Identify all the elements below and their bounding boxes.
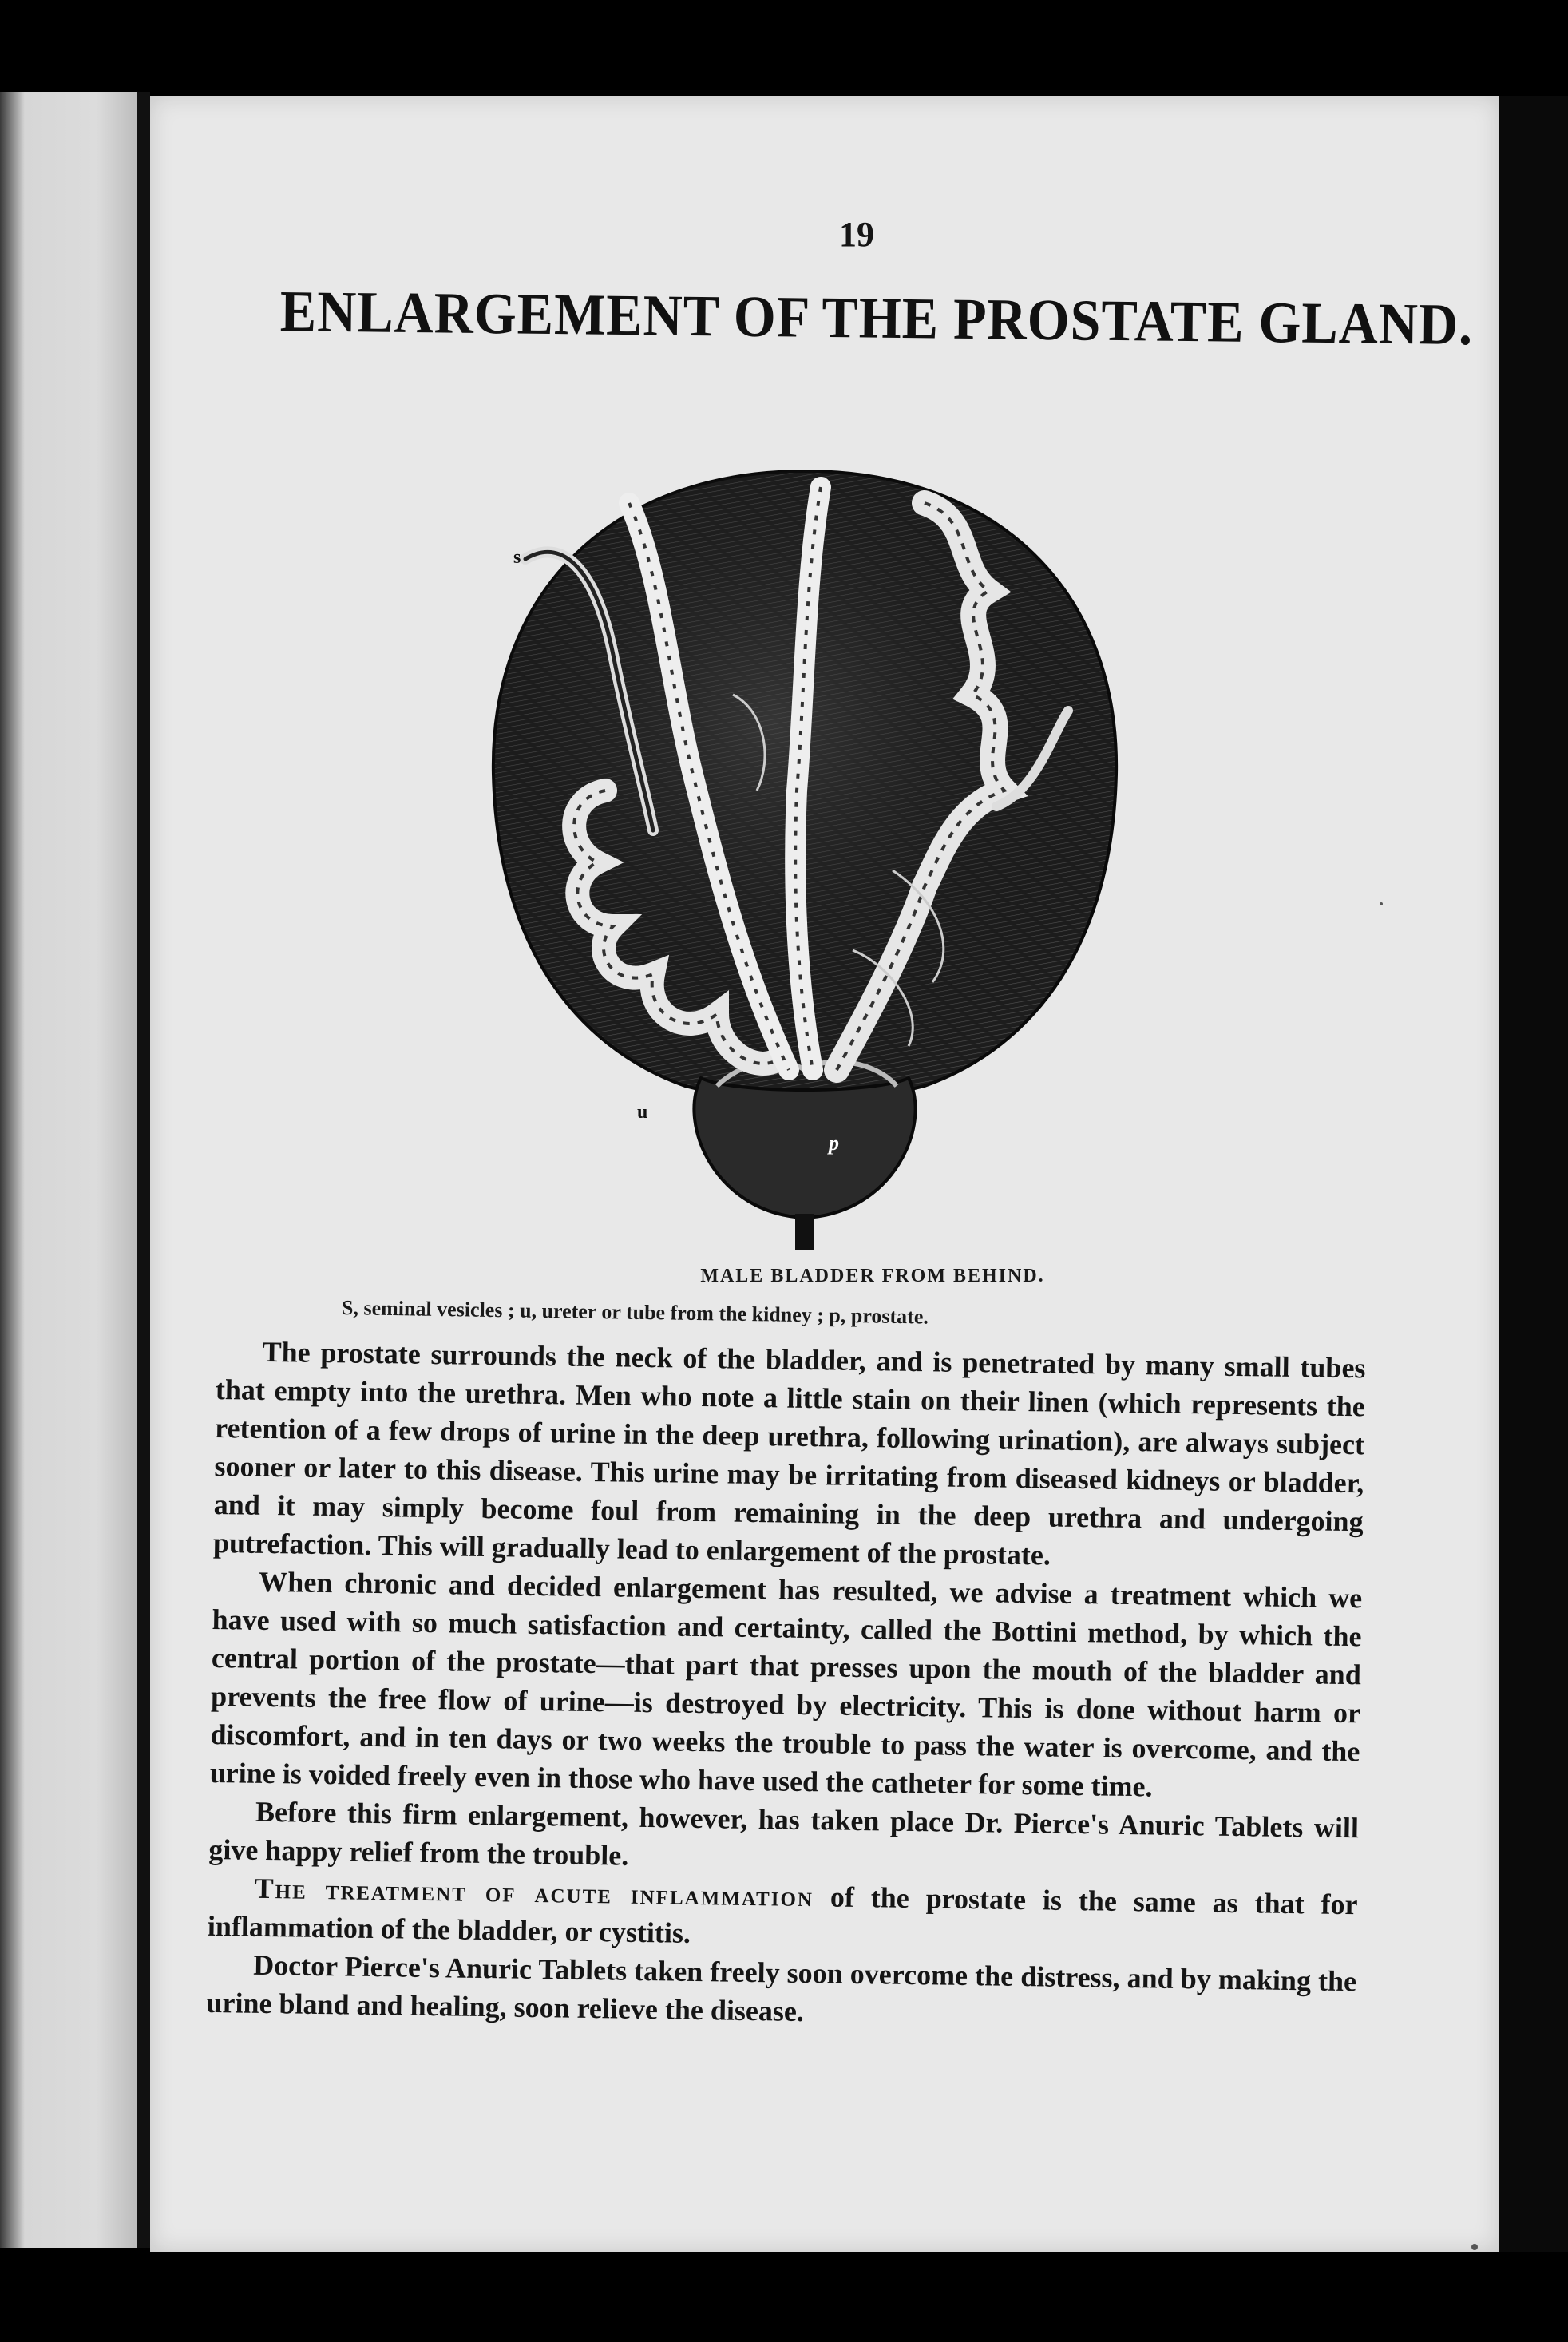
scan-speck [1380, 902, 1383, 905]
bladder-illustration [477, 455, 1132, 1262]
urethra-stub [795, 1214, 814, 1250]
label-s: s [513, 547, 521, 568]
book-spine [137, 92, 150, 2248]
facing-page-edge [0, 92, 137, 2248]
figure-caption-title: MALE BLADDER FROM BEHIND. [700, 1266, 1045, 1286]
paragraph-3: Before this firm enlargement, however, has taken place Dr. Pierce's Anuric Tablets will give happy relief from the trouble. [208, 1795, 1360, 1872]
prostate-shape [694, 1078, 915, 1218]
paragraph-1: The prostate surrounds the neck of the bladder, and is penetrated by many small tubes that empty into the urethra. Men who note a little stain on their linen (which represents the retention of a few drops of urine in the deep urethra, following urination), are always subject sooner or later to this disease. This urine may be irritating from diseased kidneys or bladder, and it may simply become foul from remaining in the deep urethra and undergoing putrefaction. This will gradually lead to enlargement of the prostate. [212, 1335, 1366, 1571]
paragraph-5: Doctor Pierce's Anuric Tablets taken freely soon overcome the distress, and by making the urine bland and healing, soon relieve the disease. [206, 1948, 1357, 2028]
paragraph-4-rest: of the prostate is the same as that for inflammation of the bladder, or cystitis. [207, 1880, 1358, 1949]
page-title: ENLARGEMENT OF THE PROSTATE GLAND. [279, 278, 1474, 358]
label-p: p [829, 1131, 839, 1155]
label-u: u [637, 1102, 648, 1123]
book-page [150, 96, 1499, 2252]
scan-background [1499, 96, 1568, 2252]
paragraph-2: When chronic and decided enlargement has resulted, we advise a treatment which we have used with so much satisfaction and certainty, called the Bottini method, by which the central portion of the prostate—that part that presses upon the mouth of the bladder and prevents the free flow of urine—is destroyed by electricity. This is done without harm or discomfort, and in ten days or two weeks the trouble to pass the water is overcome, and the urine is voided freely even in those who have used the catheter for some time. [209, 1565, 1363, 1803]
scan-speck [1471, 2244, 1478, 2250]
page-number: 19 [839, 215, 874, 254]
paragraph-4-lead: The treatment of acute inflammation [254, 1872, 814, 1913]
body-text [206, 1332, 1366, 2039]
figure-caption-legend: S, seminal vesicles ; u, ureter or tube from the kidney ; p, prostate. [341, 1296, 929, 1329]
